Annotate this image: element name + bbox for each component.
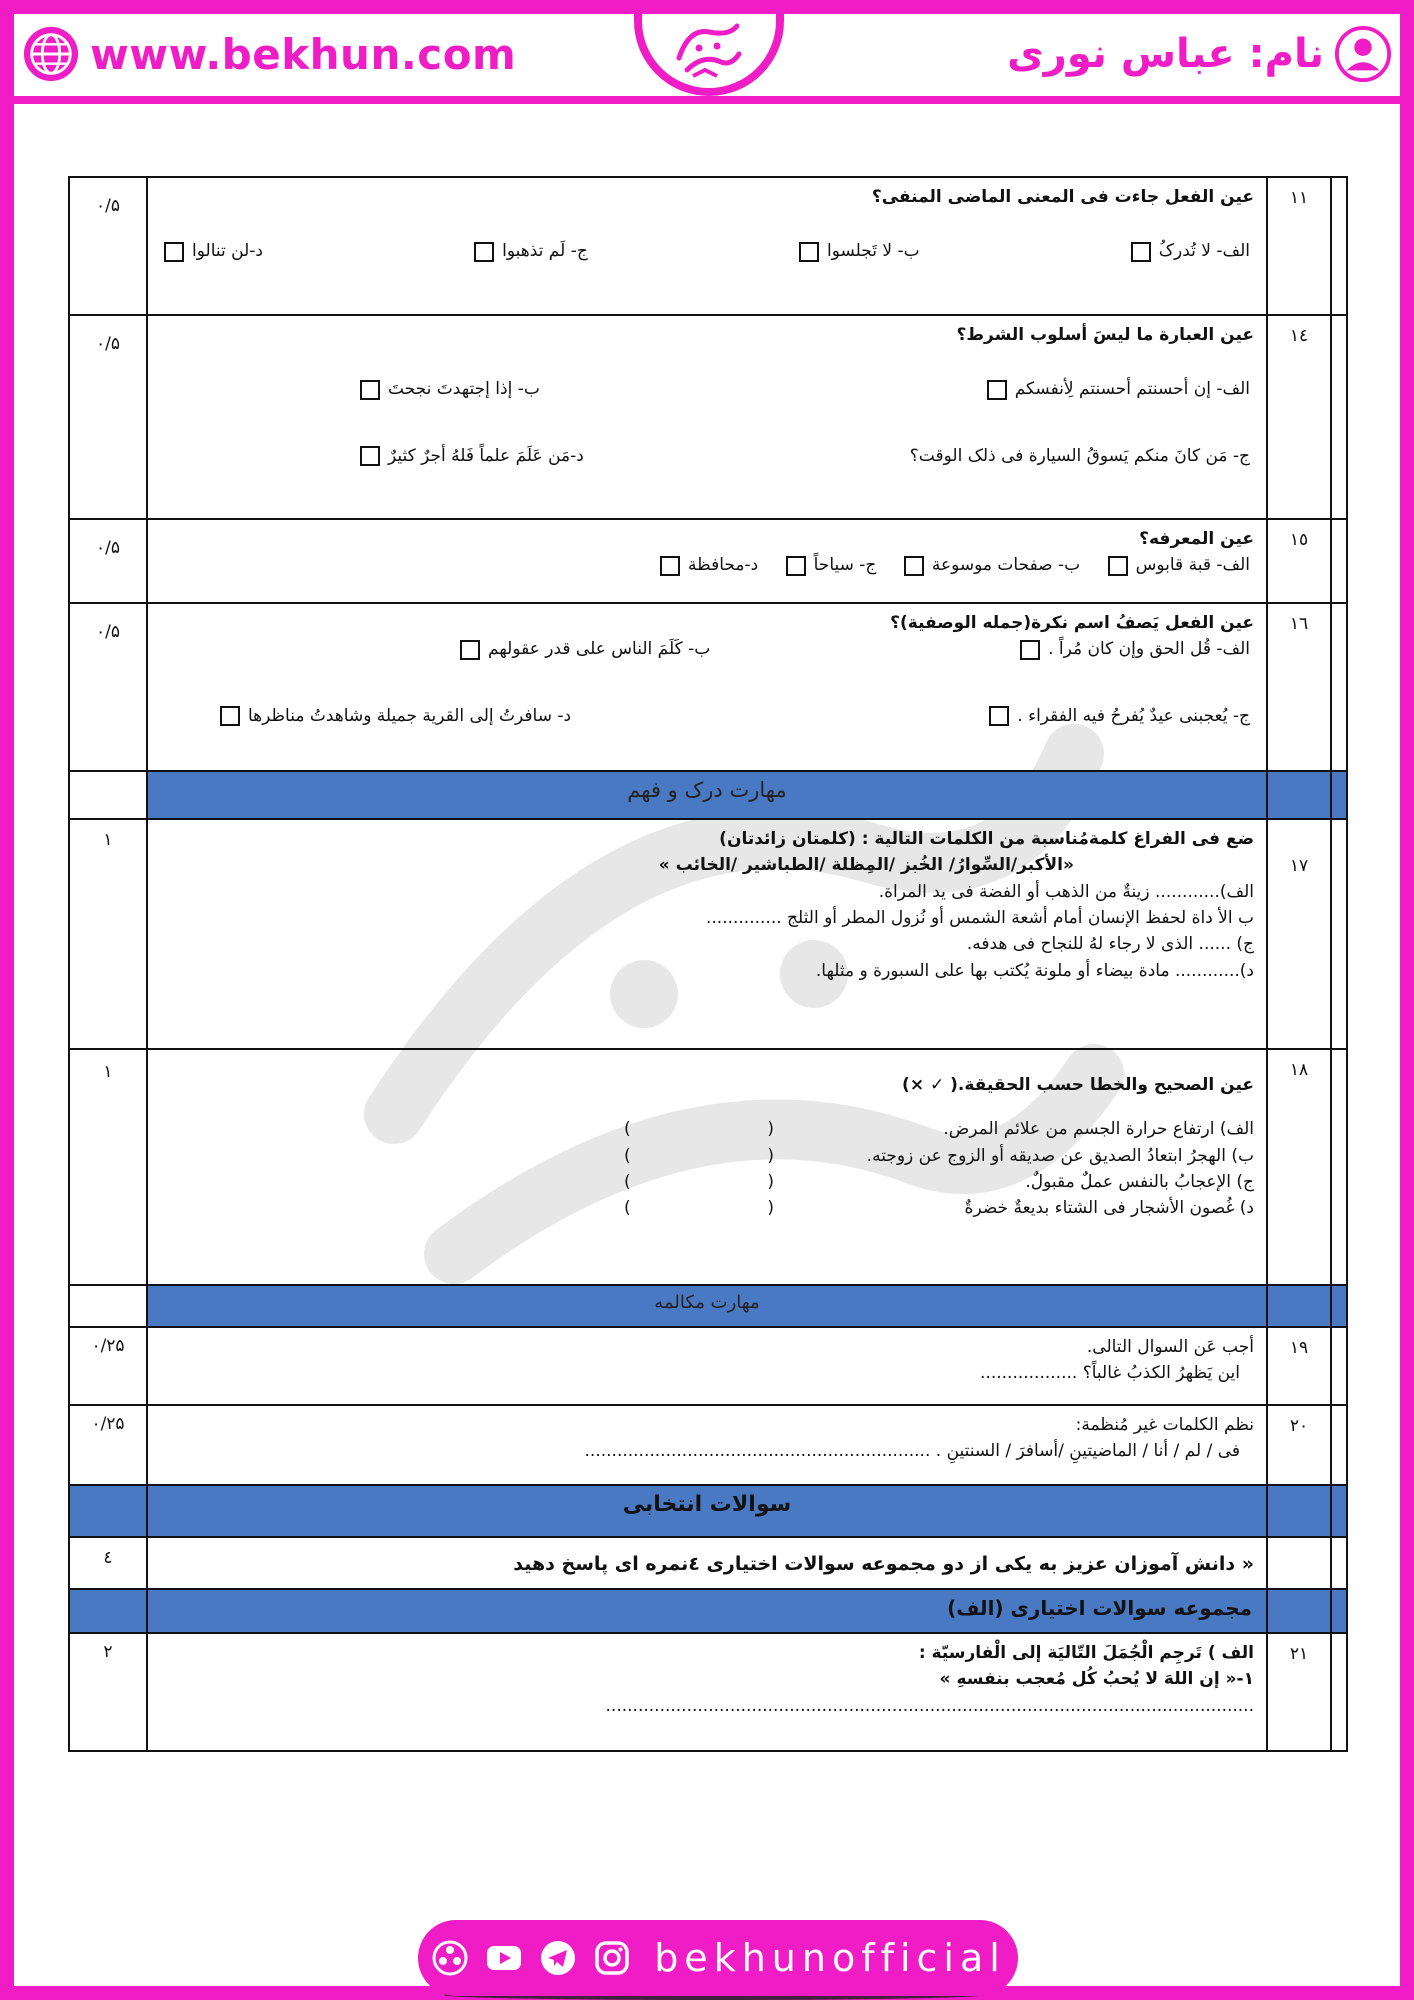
fill-item[interactable]: الف)............ زینةٌ من الذهب أو الفضة فی ید المراة. <box>878 881 1254 902</box>
answer-blank[interactable]: ( ) <box>624 1119 774 1140</box>
option-d[interactable]: د-لن تنالوا <box>164 238 263 264</box>
question-prompt: نظم الکلمات غیر مُنظمة: <box>1075 1415 1254 1435</box>
question-row <box>69 603 1347 771</box>
tf-item[interactable]: د) غُصون الأشجار فی الشتاء بدیعةٌ خضرةٌ ( ) <box>160 1195 1254 1221</box>
question-number: ۲۰ <box>1267 1405 1331 1485</box>
header-bar <box>14 14 1400 104</box>
option-c[interactable]: ج- سیاحاً <box>786 552 877 578</box>
checkbox[interactable] <box>660 556 680 576</box>
checkbox[interactable] <box>474 242 494 262</box>
option-b[interactable]: ب- صفحات موسوعة <box>904 552 1080 578</box>
question-number: ۱۸ <box>1267 1049 1331 1285</box>
question-prompt: عین العبارة ما لیسَ أسلوب الشرط؟ <box>956 325 1254 345</box>
question-row <box>69 519 1347 603</box>
checkbox[interactable] <box>904 556 924 576</box>
section-title: مهارت مکالمه <box>147 1285 1267 1327</box>
instruction-text: « دانش آموزان عزیز به یکی از دو مجموعه سوالات اختیاری ٤نمره ای پاسخ دهید <box>147 1537 1267 1589</box>
option-b[interactable]: ب- لا تَجلسوا <box>799 238 920 264</box>
globe-icon <box>22 25 80 83</box>
section-header <box>69 1485 1347 1537</box>
question-row <box>69 1049 1347 1285</box>
option-b[interactable]: ب- کَلَمَ الناس علی قدر عقولهم <box>460 636 710 662</box>
question-number: ۲۱ <box>1267 1633 1331 1751</box>
option-a[interactable]: الف- لا تُدرکُ <box>1131 238 1250 264</box>
question-row <box>69 315 1347 519</box>
checkbox[interactable] <box>220 706 240 726</box>
site-link[interactable] <box>22 24 516 84</box>
checkbox[interactable] <box>164 242 184 262</box>
question-row <box>69 177 1347 315</box>
question-body <box>147 819 1267 1049</box>
option-a[interactable]: الف- قُل الحق وإن کان مُراً . <box>1020 636 1250 662</box>
answer-blank[interactable]: ( ) <box>624 1198 774 1219</box>
question-body <box>147 315 1267 519</box>
checkbox[interactable] <box>1108 556 1128 576</box>
question-row <box>69 1327 1347 1405</box>
question-body <box>147 603 1267 771</box>
answer-line[interactable]: ........................................................................................................................ <box>605 1695 1254 1716</box>
checkbox[interactable] <box>1131 242 1151 262</box>
question-number: ۱٤ <box>1267 315 1331 519</box>
section-title: سوالات انتخابی <box>147 1485 1267 1537</box>
checkbox[interactable] <box>989 706 1009 726</box>
question-score: ۱ <box>69 819 147 1049</box>
question-score: ۲ <box>69 1633 147 1751</box>
question-score: ۰/۵ <box>69 603 147 771</box>
question-body <box>147 519 1267 603</box>
tf-item[interactable]: ج) الإعجابُ بالنفس عملٌ مقبولٌ. ( ) <box>160 1169 1254 1195</box>
question-body <box>147 177 1267 315</box>
checkbox[interactable] <box>1020 640 1040 660</box>
question-number: ۱۹ <box>1267 1327 1331 1405</box>
section-header <box>69 771 1347 819</box>
tf-item[interactable]: ب) الهجرُ ابتعادُ الصدیق عن صدیقه أو الزوج عن زوجته. ( ) <box>160 1143 1254 1169</box>
option-b[interactable]: ب- إذا إجتهدتَ نجحتَ <box>360 376 540 402</box>
question-prompt: ضع فی الفراغ کلمةمُناسبة من الکلمات التالیة : (کلمتان زائدتان) <box>719 829 1254 849</box>
film-reel-icon[interactable] <box>430 1938 470 1978</box>
question-number: ۱٥ <box>1267 519 1331 603</box>
option-c[interactable]: ج- مَن کانَ منکم یَسوقُ السیارة فی ذلک الوقت؟ <box>909 445 1250 466</box>
question-row <box>69 1405 1347 1485</box>
question-score: ۰/۵ <box>69 177 147 315</box>
fill-item[interactable]: ج) ...... الذی لا رجاء لهُ للنجاح فی هدفه. <box>966 934 1254 955</box>
option-a[interactable]: الف- قبة قابوس <box>1108 552 1250 578</box>
bekhun-logo-icon <box>669 18 749 84</box>
checkbox[interactable] <box>360 380 380 400</box>
option-a[interactable]: الف- إن أحسنتم أحسنتم لِأنفسکم <box>987 376 1250 402</box>
option-d[interactable]: د-مَن عَلَمَ علماً فَلهُ أجرٌ کثیرٌ <box>360 443 584 469</box>
sentence: ۱-« إن اللهَ لا یُحبُ کُل مُعجب بنفسهِ » <box>939 1669 1254 1690</box>
question-prompt: الف ) تَرجِم الْجُمَلَ التّالیَة إلی الْفارسیّة : <box>918 1643 1254 1663</box>
question-prompt: عین الفعل جاءت فی المعنی الماضی المنفی؟ <box>871 187 1254 207</box>
question-score: ٤ <box>69 1537 147 1589</box>
question-score: ۰/۲۵ <box>69 1327 147 1405</box>
section-title: مجموعه سوالات اختیاری (الف) <box>147 1589 1267 1633</box>
question-prompt: عین الفعل یَصفُ اسم نکرة(جمله الوصفیة)؟ <box>890 613 1254 633</box>
logo <box>634 14 784 96</box>
question-score: ۰/۵ <box>69 315 147 519</box>
option-d[interactable]: د- سافرتُ إلی القریة جمیلة وشاهدتُ مناظرها <box>220 703 571 729</box>
question-prompt: عین المعرفه؟ <box>1139 529 1254 549</box>
section-title: مهارت درک و فهم <box>147 771 1267 819</box>
fill-item[interactable]: ب الأ داة لحفظ الإنسان أمام أشعة الشمس أو نُزول المطر أو الثلج .............. <box>705 908 1254 929</box>
section-header <box>69 1589 1347 1633</box>
question-score: ۰/۲۵ <box>69 1405 147 1485</box>
question-prompt: أجب عَن السوال التالی. <box>1086 1337 1254 1357</box>
option-c[interactable]: ج- یُعجبنی عیدٌ یُفرحُ فیه الفقراء . <box>989 703 1250 729</box>
checkbox[interactable] <box>360 446 380 466</box>
name-label: نام: عباس نوری <box>1007 31 1324 77</box>
question-body <box>147 1049 1267 1285</box>
social-footer <box>418 1920 1018 1996</box>
question-number: ۱٦ <box>1267 603 1331 771</box>
question-prompt: عین الصحیح والخطا حسب الحقیقة.( ✓ ×) <box>902 1075 1254 1095</box>
checkbox[interactable] <box>786 556 806 576</box>
question-row <box>69 819 1347 1049</box>
section-header <box>69 1285 1347 1327</box>
answer-line[interactable]: این یَظهرُ الکذبُ غالباً؟ .................. <box>980 1363 1240 1384</box>
checkbox[interactable] <box>460 640 480 660</box>
word-bank: «الأکبر/السِّوارُ/ الخُبز /المِظلة /الطباشیر /الخائب » <box>658 855 1074 876</box>
answer-blank[interactable]: ( ) <box>624 1145 774 1166</box>
site-url: www.bekhun.com <box>90 29 517 79</box>
checkbox[interactable] <box>987 380 1007 400</box>
telegram-icon[interactable] <box>538 1938 578 1978</box>
option-d[interactable]: د-محافظة <box>660 552 758 578</box>
question-body <box>147 1405 1267 1485</box>
option-c[interactable]: ج- لَم تذهبوا <box>474 238 588 264</box>
question-row <box>69 1633 1347 1751</box>
student-name <box>1007 24 1392 84</box>
question-number: ۱۱ <box>1267 177 1331 315</box>
question-score: ۱ <box>69 1049 147 1285</box>
checkbox[interactable] <box>799 242 819 262</box>
exam-table <box>68 176 1348 1752</box>
user-icon <box>1334 25 1392 83</box>
answer-blank[interactable]: ( ) <box>624 1172 774 1193</box>
instagram-icon[interactable] <box>592 1938 632 1978</box>
tf-item[interactable]: الف) ارتفاع حرارة الجسم من علائم المرض. ( ) <box>160 1116 1254 1142</box>
question-body <box>147 1327 1267 1405</box>
instruction-row <box>69 1537 1347 1589</box>
question-number: ۱۷ <box>1267 819 1331 1049</box>
question-body <box>147 1633 1267 1751</box>
youtube-icon[interactable] <box>484 1938 524 1978</box>
answer-line[interactable]: فی / لم / أنا / الماضیتینِ /أسافرَ / السنتینِ . ................................................................ <box>584 1441 1240 1462</box>
social-handle[interactable]: bekhunofficial <box>654 1936 1006 1980</box>
fill-item[interactable]: د)............ مادة بیضاء أو ملونة یُکتب بها علی السبورة و مثلها. <box>815 960 1254 981</box>
question-score: ۰/۵ <box>69 519 147 603</box>
